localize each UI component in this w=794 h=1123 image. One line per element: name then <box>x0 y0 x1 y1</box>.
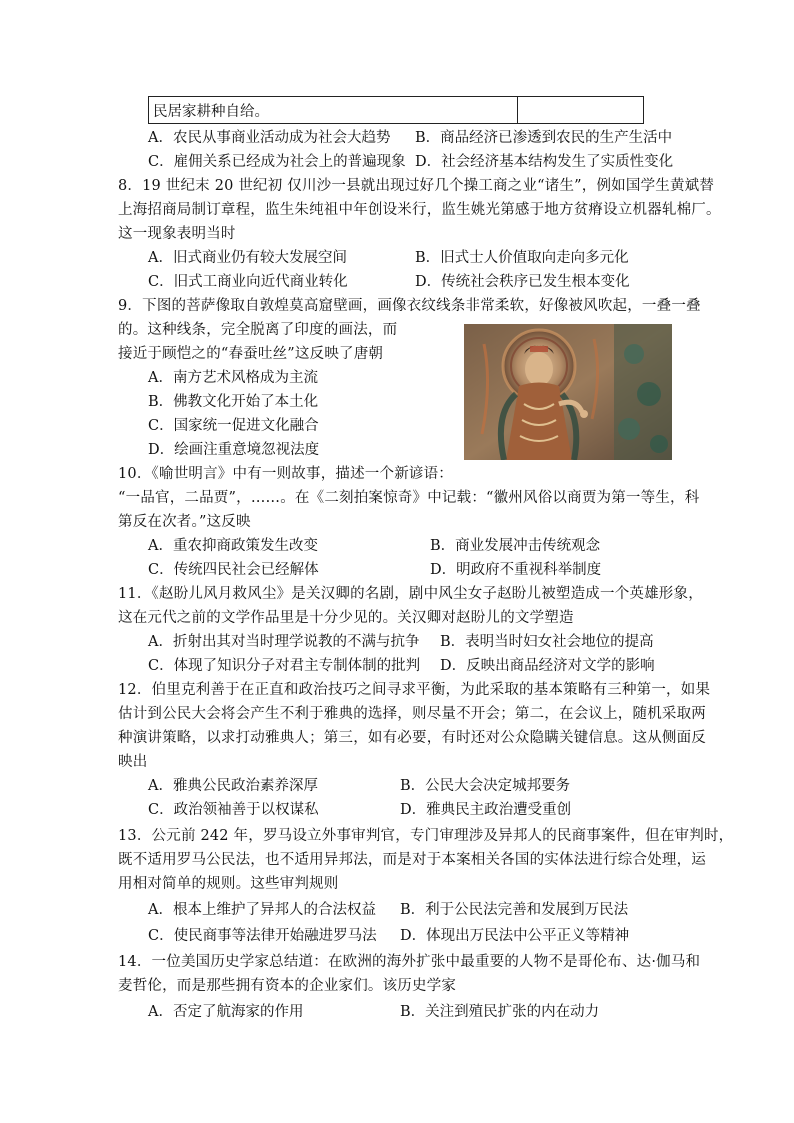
q7-option-c: C．雇佣关系已经成为社会上的普遍现象 <box>148 154 406 170</box>
q12-stem-line: 映出 <box>118 754 148 770</box>
q12-option-b: B．公民大会决定城邦要务 <box>400 778 571 794</box>
q14-stem-line: 14．一位美国历史学家总结道：在欧洲的海外扩张中最重要的人物不是哥伦布、达·伽马和 <box>118 954 701 970</box>
q13-stem-line: 用相对简单的规则。这些审判规则 <box>118 876 339 892</box>
q13-option-b: B．利于公民法完善和发展到万民法 <box>400 902 629 918</box>
q8-option-a: A．旧式商业仍有较大发展空间 <box>148 250 347 266</box>
q9-option-c: C．国家统一促进文化融合 <box>148 418 319 434</box>
q12-option-c: C．政治领袖善于以权谋私 <box>148 802 319 818</box>
q11-stem-line: 11．《赵盼儿风月救风尘》是关汉卿的名剧，剧中风尘女子赵盼儿被塑造成一个英雄形象， <box>118 586 703 602</box>
q12-stem-line: 种演讲策略，以求打动雅典人；第三，如有必要，有时还对公众隐瞒关键信息。这从侧面反 <box>118 730 706 746</box>
table-cell-text: 民居家耕种自给。 <box>149 97 518 124</box>
q8-stem-line: 上海招商局制订章程，监生朱纯祖中年创设米行，监生姚光第感于地方贫瘠设立机器轧棉厂。 <box>118 202 721 218</box>
q8-stem-line: 8．19 世纪末 20 世纪初 仅川沙一县就出现过好几个操工商之业“诸生”，例如国学生黄斌替 <box>118 178 715 194</box>
q11-option-c: C．体现了知识分子对君主专制体制的批判 <box>148 658 421 674</box>
q11-option-a: A．折射出其对当时理学说教的不满与抗争 <box>148 634 420 650</box>
q10-option-c: C．传统四民社会已经解体 <box>148 562 319 578</box>
q7-option-d: D．社会经济基本结构发生了实质性变化 <box>415 154 674 170</box>
q9-stem-line: 接近于顾恺之的“春蚕吐丝”这反映了唐朝 <box>118 346 384 362</box>
table-cell-empty <box>518 97 644 124</box>
q13-option-a: A．根本上维护了异邦人的合法权益 <box>148 902 376 918</box>
q9-stem-line: 9．下图的菩萨像取自敦煌莫高窟壁画，画像衣纹线条非常柔软，好像被风吹起，一叠一叠 <box>118 298 701 314</box>
q10-stem-line: “一品官，二品贾”，……。在《二刻拍案惊奇》中记载：“徽州风俗以商贾为第一等生，科 <box>118 490 700 506</box>
q12-option-d: D．雅典民主政治遭受重创 <box>400 802 572 818</box>
q11-option-d: D．反映出商品经济对文学的影响 <box>440 658 655 674</box>
q13-option-d: D．体现出万民法中公平正义等精神 <box>400 928 630 944</box>
q14-stem-line: 麦哲伦，而是那些拥有资本的企业家们。该历史学家 <box>118 978 457 994</box>
q10-option-a: A．重农抑商政策发生改变 <box>148 538 318 554</box>
q13-stem-line: 13．公元前 242 年，罗马设立外事审判官，专门审理涉及异邦人的民商事案件，但在审判时， <box>118 828 734 844</box>
bodhisattva-fresco-image <box>464 324 672 460</box>
q12-option-a: A．雅典公民政治素养深厚 <box>148 778 318 794</box>
q13-option-c: C．使民商事等法律开始融进罗马法 <box>148 928 377 944</box>
q12-stem-line: 12．伯里克利善于在正直和政治技巧之间寻求平衡，为此采取的基本策略有三种第一，如果 <box>118 682 711 698</box>
q14-option-b: B．关注到殖民扩张的内在动力 <box>400 1004 600 1020</box>
q10-stem-line: 第反在次者。”这反映 <box>118 514 251 530</box>
q9-option-a: A．南方艺术风格成为主流 <box>148 370 318 386</box>
q13-stem-line: 既不适用罗马公民法，也不适用异邦法，而是对于本案相关各国的实体法进行综合处理，运 <box>118 852 706 868</box>
q10-option-b: B．商业发展冲击传统观念 <box>430 538 601 554</box>
q10-stem-line: 10．《喻世明言》中有一则故事，描述一个新谚语： <box>118 466 453 482</box>
q10-option-d: D．明政府不重视科举制度 <box>430 562 602 578</box>
q8-stem-line: 这一现象表明当时 <box>118 226 236 242</box>
q9-stem-line: 的。这种线条，完全脱离了印度的画法，而 <box>118 322 398 338</box>
q7-option-b: B．商品经济已渗透到农民的生产生活中 <box>415 130 673 146</box>
q11-option-b: B．表明当时妇女社会地位的提高 <box>440 634 654 650</box>
q9-option-d: D．绘画注重意境忽视法度 <box>148 442 320 458</box>
q14-option-a: A．否定了航海家的作用 <box>148 1004 304 1020</box>
q8-option-c: C．旧式工商业向近代商业转化 <box>148 274 348 290</box>
q11-stem-line: 这在元代之前的文学作品里是十分少见的。关汉卿对赵盼儿的文学塑造 <box>118 610 574 626</box>
answer-table-fragment <box>148 96 644 124</box>
q8-option-b: B．旧式士人价值取向走向多元化 <box>415 250 629 266</box>
q7-option-a: A．农民从事商业活动成为社会大趋势 <box>148 130 391 146</box>
q8-option-d: D．传统社会秩序已发生根本变化 <box>415 274 630 290</box>
q9-option-b: B．佛教文化开始了本土化 <box>148 394 319 410</box>
q12-stem-line: 估计到公民大会将会产生不利于雅典的选择，则尽量不开会；第二，在会议上，随机采取两 <box>118 706 706 722</box>
